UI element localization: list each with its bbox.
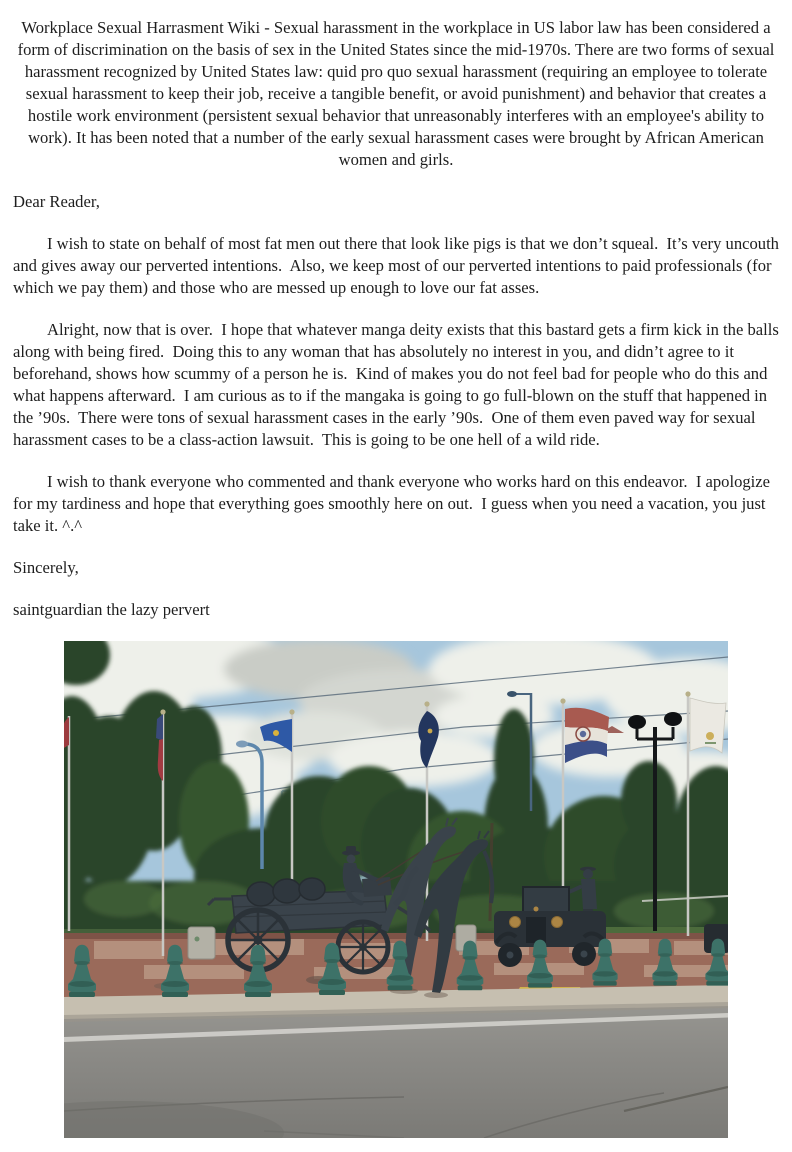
closing: Sincerely,	[13, 558, 79, 577]
signature: saintguardian the lazy pervert	[13, 600, 210, 619]
statue-photo-svg	[64, 641, 728, 1138]
body-paragraph-1: I wish to state on behalf of most fat men out there that look like pigs is that we don’t squeal. It’s very uncouth and gives away our perverted intentions. Also, we keep most of our perverted intentions to paid professionals (for which we pay them) and those who are messed up enough to love our fat asses.	[13, 234, 784, 297]
intro-paragraph: Workplace Sexual Harrasment Wiki - Sexual harassment in the workplace in US labor law has been considered a form of discrimination on the basis of sex in the United States since the mid-1970s. There are two forms of sexual harassment recognized by United States law: quid pro quo sexual harassment (requiring an employee to tolerate sexual harassment to keep their job, receive a tangible benefit, or avoid punishment) and behavior that creates a hostile work environment (persistent sexual behavior that unreasonably interferes with an employee's ability to work). It has been noted that a number of the early sexual harassment cases were brought by African American women and girls.	[17, 18, 779, 169]
statue-photo	[64, 641, 728, 1138]
salutation: Dear Reader,	[13, 192, 100, 211]
stone-marker-emblem	[195, 937, 200, 942]
white-flag	[690, 698, 726, 753]
body-paragraph-2: Alright, now that is over. I hope that whatever manga deity exists that this bastard gets a firm kick in the balls along with being fired. Doing this to any woman that has absolutely no interest in you, and didn’t agree to it beforehand, shows how scummy of a person he is. Kind of makes you do not feel bad for people who do this and what happens afterward. I am curious as to if the mangaka is going to go full-blown on the stuff that happened in the ’90s. There were tons of sexual harassment cases in the early ’90s. One of them even paved way for sexual harassment cases to be a class-action lawsuit. This is going to be one hell of a wild ride.	[13, 320, 783, 449]
stone-marker	[188, 927, 215, 959]
body-paragraph-3: I wish to thank everyone who commented and thank everyone who works hard on this endeavor. I apologize for my tardiness and hope that everything goes smoothly here on out. I guess when you need a vacation, you just take it. ^.^	[13, 472, 775, 535]
